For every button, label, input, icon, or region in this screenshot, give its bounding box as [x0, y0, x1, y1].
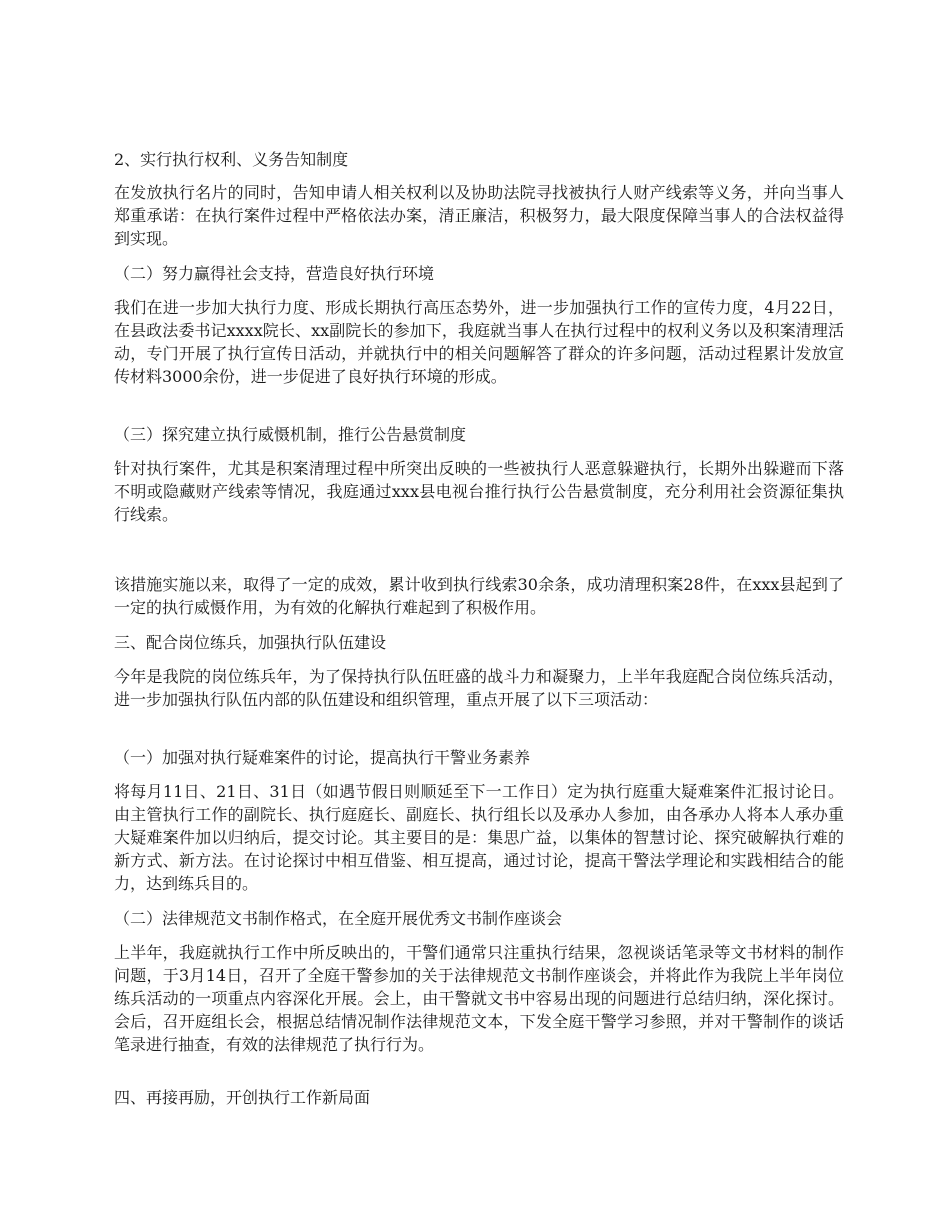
- section-heading-legal-documents: （二）法律规范文书制作格式，在全庭开展优秀文书制作座谈会: [114, 909, 563, 928]
- paragraph-results: 该措施实施以来，取得了一定的成效，累计收到执行线索30余条，成功清理积案28件，在xxx县起到了一定的执行威慑作用，为有效的化解执行难起到了积极作用。: [114, 575, 844, 617]
- paragraph-social-support: 我们在进一步加大执行力度、形成长期执行高压态势外，进一步加强执行工作的宣传力度，4月22日，在县政法委书记xxxx院长、xx副院长的参加下，我庭就当事人在执行过程中的权利义务以及积案清理活动，专门开展了执行宣传日活动，并就执行中的相关问题解答了群众的许多问题，活动过程累计发放宣传材料3000余份，进一步促进了良好执行环境的形成。: [114, 298, 844, 386]
- section-heading-social-support: （二）努力赢得社会支持，营造良好执行环境: [114, 264, 435, 283]
- section-heading-team-building: 三、配合岗位练兵，加强执行队伍建设: [114, 633, 387, 652]
- paragraph-deterrence: 针对执行案件，尤其是积案清理过程中所突出反映的一些被执行人恶意躲避执行，长期外出躲避而下落不明或隐藏财产线索等情况，我庭通过xxx县电视台推行执行公告悬赏制度，充分利用社会资源征集执行线索。: [114, 459, 844, 524]
- section-heading-difficult-cases: （一）加强对执行疑难案件的讨论，提高执行干警业务素养: [114, 748, 531, 767]
- paragraph-legal-documents: 上半年，我庭就执行工作中所反映出的，干警们通常只注重执行结果，忽视谈话笔录等文书材料的制作问题，于3月14日，召开了全庭干警参加的关于法律规范文书制作座谈会，并将此作为我院上半年岗位练兵活动的一项重点内容深化开展。会上，由干警就文书中容易出现的问题进行总结归纳，深化探讨。会后，召开庭组长会，根据总结情况制作法律规范文本，下发全庭干警学习参照，并对干警制作的谈话笔录进行抽查，有效的法律规范了执行行为。: [114, 943, 844, 1054]
- paragraph-difficult-cases: 将每月11日、21日、31日（如遇节假日则顺延至下一工作日）定为执行庭重大疑难案件汇报讨论日。由主管执行工作的副院长、执行庭庭长、副庭长、执行组长以及承办人参加，由各承办人将本人承办重大疑难案件加以归纳后，提交讨论。其主要目的是：集思广益，以集体的智慧讨论、探究破解执行难的新方式、新方法。在讨论探讨中相互借鉴、相互提高，通过讨论，提高干警法学理论和实践相结合的能力，达到练兵目的。: [114, 782, 844, 893]
- section-heading-rights-notice: 2、实行执行权利、义务告知制度: [114, 150, 349, 169]
- paragraph-rights-notice: 在发放执行名片的同时，告知申请人相关权利以及协助法院寻找被执行人财产线索等义务，并向当事人郑重承诺：在执行案件过程中严格依法办案，清正廉洁，积极努力，最大限度保障当事人的合法权益得到实现。: [114, 183, 844, 248]
- section-heading-new-situation: 四、再接再励，开创执行工作新局面: [114, 1088, 371, 1107]
- section-heading-deterrence: （三）探究建立执行威慑机制，推行公告悬赏制度: [114, 425, 467, 444]
- paragraph-team-building: 今年是我院的岗位练兵年，为了保持执行队伍旺盛的战斗力和凝聚力，上半年我庭配合岗位练兵活动，进一步加强执行队伍内部的队伍建设和组织管理，重点开展了以下三项活动：: [114, 667, 844, 709]
